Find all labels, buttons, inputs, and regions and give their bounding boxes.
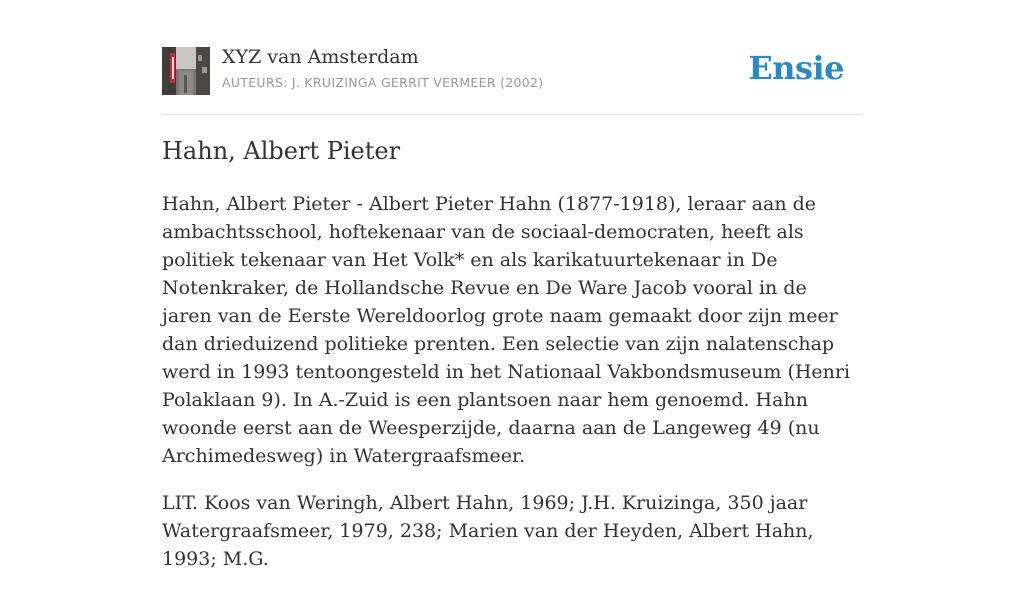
source-avatar[interactable] (162, 47, 210, 95)
source-title[interactable]: XYZ van Amsterdam (222, 46, 419, 68)
street-photo-thumbnail (162, 47, 210, 95)
entry-literature: LIT. Koos van Weringh, Albert Hahn, 1969; J.H. Kruizinga, 350 jaar Watergraafsmeer, 1979, 238; Marien van der Heyden, Albert Hahn, 1993; M.G. (162, 492, 814, 570)
entry-paragraph: Hahn, Albert Pieter - Albert Pieter Hahn (1877-1918), leraar aan de ambachtsschool, hoftekenaar van de sociaal-democraten, heeft als politiek tekenaar van Het Volk* en als karikatuurtekenaar in De Notenkraker, de Hollandsche Revue en De Ware Jacob vooral in de jaren van de Eerste Wereldoorlog grote naam gemaakt door zijn meer dan drieduizend politieke prenten. Een selectie van zijn nalatenschap werd in 1993 tentoongesteld in het Nationaal Vakbondsmuseum (Henri Polaklaan 9). In A.-Zuid is een plantsoen naar hem genoemd. Hahn woonde eerst aan de Weesperzijde, daarna aan de Langeweg 49 (nu Archimedesweg) in Watergraafsmeer. (162, 193, 851, 467)
page-container (162, 0, 862, 570)
source-authors: AUTEURS: J. KRUIZINGA GERRIT VERMEER (2002) (222, 75, 544, 90)
source-header (162, 0, 862, 115)
entry-title: Hahn, Albert Pieter (162, 137, 401, 165)
entry-body (162, 190, 862, 592)
brand-logo-link[interactable]: Ensie (748, 49, 844, 87)
